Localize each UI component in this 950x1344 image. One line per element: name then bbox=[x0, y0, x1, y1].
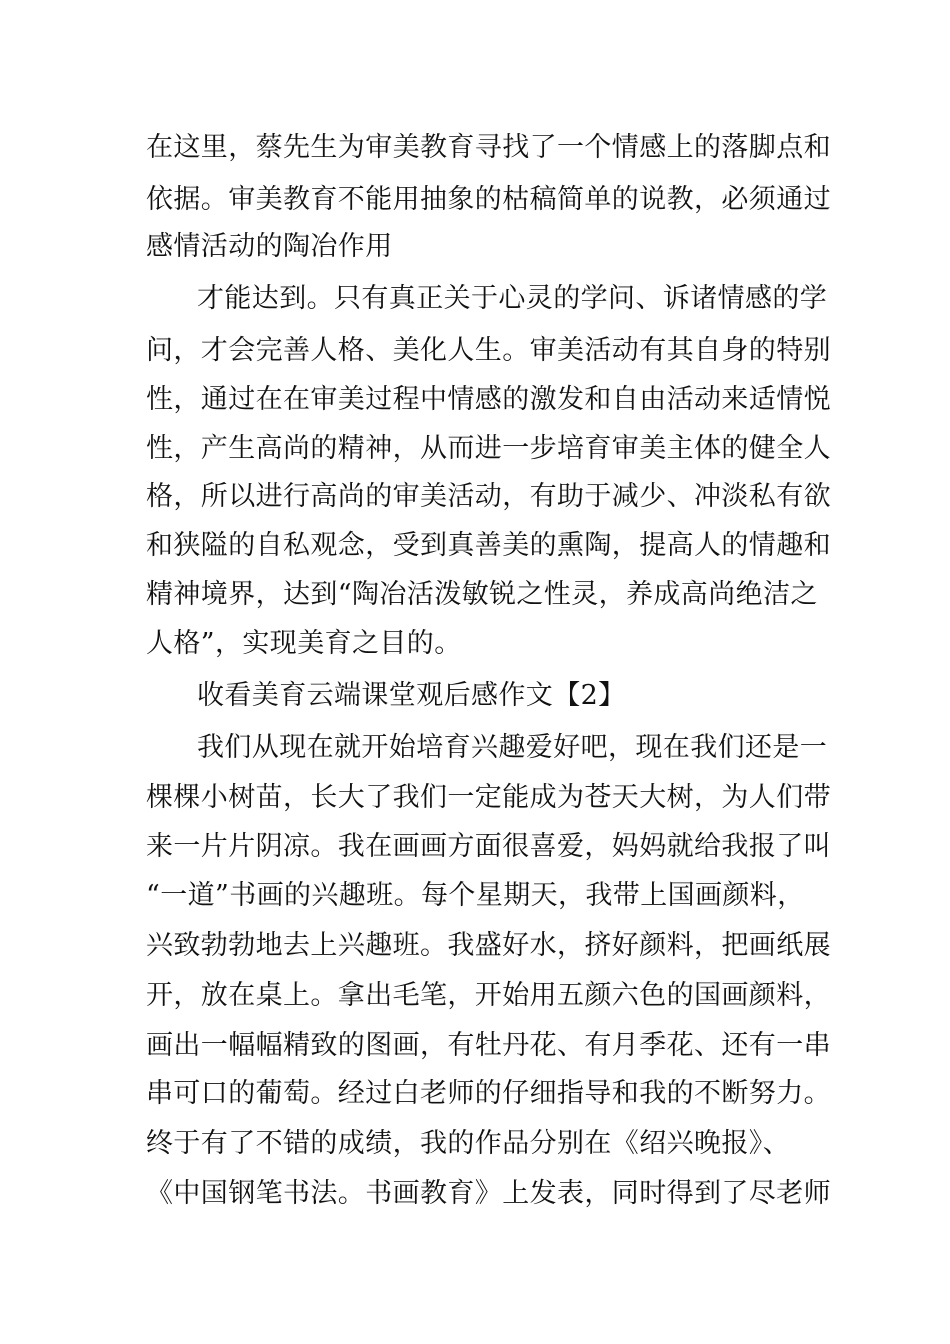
text-line: 《中国钢笔书法。书画教育》上发表，同时得到了尽老师 bbox=[146, 1178, 831, 1209]
text-line: 我们从现在就开始培育兴趣爱好吧，现在我们还是一 bbox=[197, 732, 828, 763]
text-line: 画出一幅幅精致的图画，有牡丹花、有月季花、还有一串 bbox=[146, 1030, 831, 1061]
text-line: 性，产生高尚的精神，从而进一步培育审美主体的健全人 bbox=[146, 433, 831, 464]
text-line: 终于有了不错的成绩，我的作品分别在《绍兴晚报》、 bbox=[146, 1128, 791, 1159]
text-line: 棵棵小树苗，长大了我们一定能成为苍天大树，为人们带 bbox=[146, 782, 831, 813]
text-line: 和狭隘的自私观念，受到真善美的熏陶，提高人的情趣和 bbox=[146, 530, 831, 561]
text-line: 性，通过在在审美过程中情感的激发和自由活动来适情悦 bbox=[146, 384, 831, 415]
section-heading: 收看美育云端课堂观后感作文【2】 bbox=[197, 680, 626, 711]
text-line: 来一片片阴凉。我在画画方面很喜爱，妈妈就给我报了叫 bbox=[146, 831, 831, 862]
text-line: 人格”，实现美育之目的。 bbox=[146, 628, 462, 659]
text-line: 开，放在桌上。拿出毛笔，开始用五颜六色的国画颜料， bbox=[146, 980, 831, 1011]
text-line: 依据。审美教育不能用抽象的枯稿简单的说教，必须通过 bbox=[146, 184, 831, 215]
text-line: 格，所以进行高尚的审美活动，有助于减少、冲淡私有欲 bbox=[146, 481, 831, 512]
text-line: 串可口的葡萄。经过白老师的仔细指导和我的不断努力。 bbox=[146, 1078, 831, 1109]
text-line: 精神境界，达到“陶冶活泼敏锐之性灵，养成高尚绝洁之 bbox=[146, 579, 818, 610]
text-line: 兴致勃勃地去上兴趣班。我盛好水，挤好颜料，把画纸展 bbox=[146, 930, 831, 961]
text-line: 在这里，蔡先生为审美教育寻找了一个情感上的落脚点和 bbox=[146, 132, 831, 163]
text-line: “一道”书画的兴趣班。每个星期天，我带上国画颜料， bbox=[146, 880, 805, 911]
text-line: 问，才会完善人格、美化人生。审美活动有其自身的特别 bbox=[146, 335, 831, 366]
text-line: 才能达到。只有真正关于心灵的学问、诉诸情感的学 bbox=[197, 283, 828, 314]
text-line: 感情活动的陶冶作用 bbox=[146, 231, 393, 262]
